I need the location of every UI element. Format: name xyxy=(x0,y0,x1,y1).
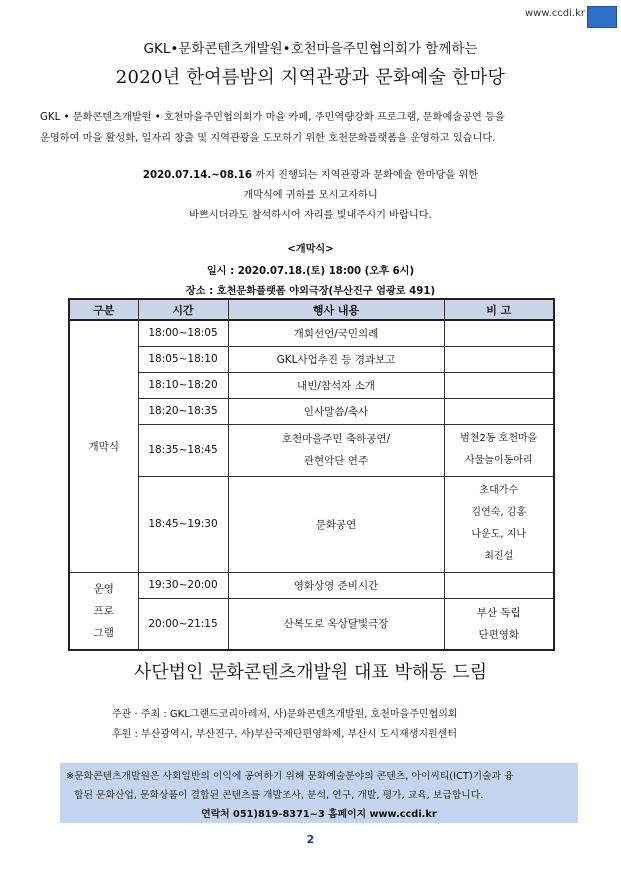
program-table xyxy=(68,298,555,651)
invite-line-3: 바쁘시더라도 참석하시어 자리를 빛내주시기 바랍니다. xyxy=(189,210,432,221)
row-note-line: 부산 독립 xyxy=(476,606,521,619)
row-time: 18:20~18:35 xyxy=(138,398,228,424)
row-note-line: 최진설 xyxy=(484,551,514,562)
row-time: 18:45~19:30 xyxy=(138,476,228,572)
row-note xyxy=(444,598,554,650)
invite-dates: 2020.07.14.~08.16 xyxy=(142,170,252,181)
page-number: 2 xyxy=(306,833,315,846)
header-category: 구분 xyxy=(69,299,138,320)
intro-paragraph xyxy=(40,107,585,149)
row-note xyxy=(444,572,554,598)
table-row xyxy=(69,424,554,476)
invite-line-1-rest: 까지 진행되는 지역관광과 문화예술 한마당을 위한 xyxy=(251,170,479,181)
row-content-line: 호천마을주민 축하공연/ xyxy=(281,433,391,445)
row-time: 18:05~18:10 xyxy=(138,346,228,372)
group-program xyxy=(69,572,138,650)
row-time: 20:00~21:15 xyxy=(138,598,228,650)
logo-mark xyxy=(587,6,617,28)
row-time: 18:35~18:45 xyxy=(138,424,228,476)
intro-line-1: GKL • 문화콘텐츠개발원 • 호천마을주민협의회가 마을 카페, 주민역량강화 프로그램, 문화예술공연 등을 xyxy=(40,112,505,123)
subtitle: GKL•문화콘텐츠개발원•호천마을주민협의회가 함께하는 xyxy=(143,41,478,57)
row-time: 19:30~20:00 xyxy=(138,572,228,598)
invite-line-2: 개막식에 귀하를 모시고자하니 xyxy=(243,190,378,201)
signature: 사단법인 문화콘텐츠개발원 대표 박해동 드림 xyxy=(133,662,488,683)
row-content: 산복도로 옥상달빛극장 xyxy=(228,598,444,650)
row-note-line: 초대가수 xyxy=(479,485,519,496)
table-row xyxy=(69,598,554,650)
footnote-box xyxy=(60,763,578,823)
row-note-line: 단편영화 xyxy=(478,628,520,641)
group-opening: 개막식 xyxy=(69,320,138,572)
credits-organizer: 주관 · 주최 : GKL그랜드코리아레저, 사)문화콘텐츠개발원, 호천마을주민협의회 xyxy=(112,709,458,720)
header-note: 비 고 xyxy=(444,299,554,320)
header-content: 행사 내용 xyxy=(228,299,444,320)
row-note xyxy=(444,398,554,424)
main-title: 2020년 한여름밤의 지역관광과 문화예술 한마당 xyxy=(115,67,506,88)
footnote-line-1: ※문화콘텐츠개발원은 사회일반의 이익에 공여하기 위해 문화예술분야의 콘텐츠, 아이씨티(ICT)기술과 융 xyxy=(66,771,514,782)
invite-line-1 xyxy=(0,166,621,181)
credits xyxy=(0,705,621,745)
row-content-line: 관현악단 연주 xyxy=(303,455,369,467)
row-content xyxy=(228,424,444,476)
table-row xyxy=(69,572,554,598)
row-content: 문화공연 xyxy=(228,476,444,572)
intro-line-2: 운영하여 마을 활성화, 일자리 창출 및 지역관광을 도모하기 위한 호천문화플랫폼을 운영하고 있습니다. xyxy=(40,133,496,144)
footnote-contact: 연락처 051)819-8371~3 홈페이지 www.ccdi.kr xyxy=(201,809,437,820)
header-time: 시간 xyxy=(138,299,228,320)
row-note xyxy=(444,476,554,572)
row-content: GKL사업추진 등 경과보고 xyxy=(228,346,444,372)
site-url: www.ccdi.kr xyxy=(525,8,585,19)
row-time: 18:10~18:20 xyxy=(138,372,228,398)
table-row xyxy=(69,476,554,572)
row-content: 영화상영 준비시간 xyxy=(228,572,444,598)
row-content: 인사말씀/축사 xyxy=(228,398,444,424)
row-note-line: 나운도, 지나 xyxy=(471,529,527,540)
row-note xyxy=(444,320,554,346)
row-note-line: 김연숙, 김홍 xyxy=(471,507,527,518)
row-time: 18:00~18:05 xyxy=(138,320,228,346)
row-note-line: 사물놀이동아리 xyxy=(464,455,533,466)
event-datetime: 일시 : 2020.07.18.(토) 18:00 (오후 6시) xyxy=(206,266,415,277)
table-row xyxy=(69,346,554,372)
row-note xyxy=(444,372,554,398)
row-note-line: 범천2동 호천마을 xyxy=(460,433,538,444)
row-note xyxy=(444,346,554,372)
group-program-line: 그램 xyxy=(93,626,114,639)
row-note xyxy=(444,424,554,476)
event-place: 장소 : 호천문화플랫폼 야외극장(부산진구 엄광로 491) xyxy=(185,286,436,297)
credits-sponsor: 후원 : 부산광역시, 부산진구, 사)부산국제단편영화제, 부산시 도시재생지원센터 xyxy=(112,729,457,740)
group-program-line: 프로 xyxy=(93,604,114,617)
group-program-line: 운영 xyxy=(93,582,114,595)
table-row xyxy=(69,372,554,398)
row-content: 개회선언/국민의례 xyxy=(228,320,444,346)
event-heading: <개막식> xyxy=(287,244,334,255)
table-row xyxy=(69,398,554,424)
footnote-line-2: 합된 문화산업, 문화상품이 결합된 콘텐츠를 개발조사, 분석, 연구, 개발, 평가, 교육, 보급합니다. xyxy=(74,790,484,801)
table-row xyxy=(69,320,554,346)
row-content: 내빈/참석자 소개 xyxy=(228,372,444,398)
